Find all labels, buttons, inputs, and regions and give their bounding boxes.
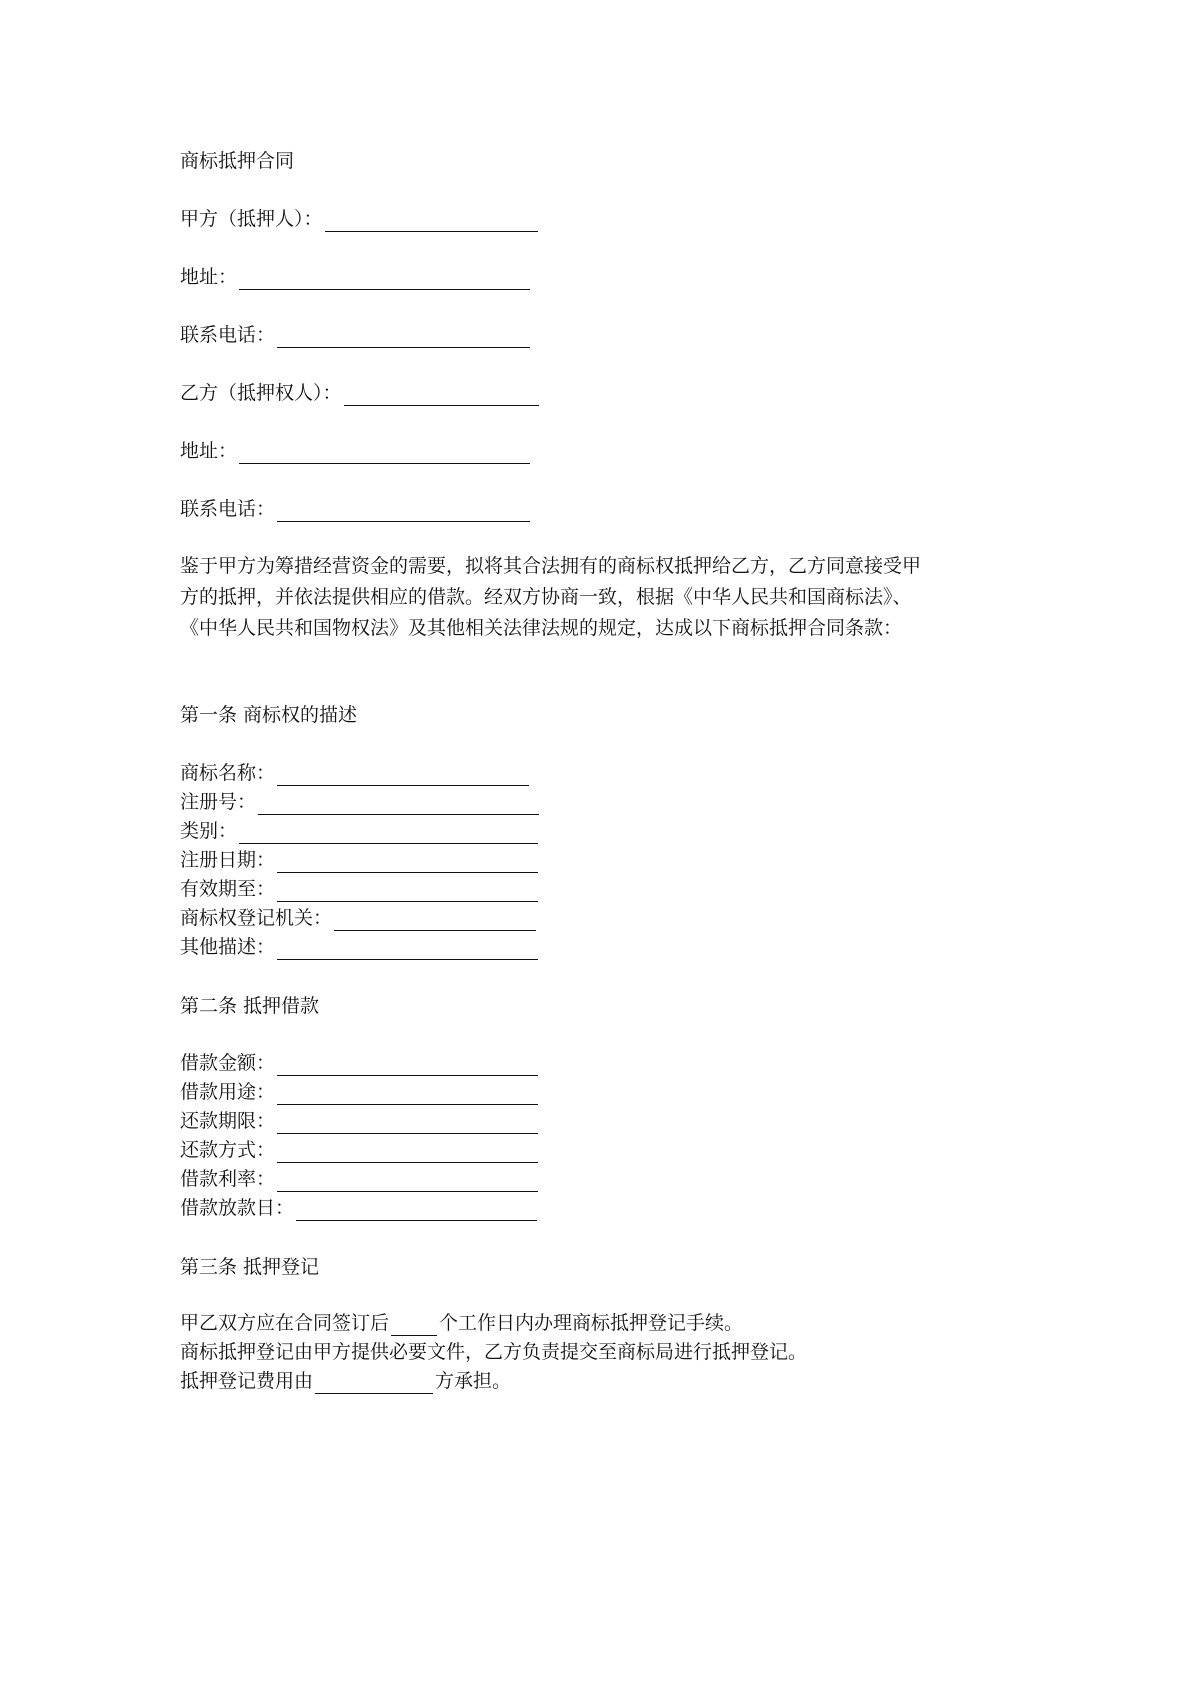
registration-number-blank[interactable] bbox=[258, 794, 539, 815]
field-label: 借款利率： bbox=[180, 1168, 276, 1190]
party-b-phone-label: 联系电话： bbox=[180, 498, 276, 520]
valid-until-blank[interactable] bbox=[277, 881, 538, 902]
category-blank[interactable] bbox=[239, 823, 538, 844]
party-a-address-label: 地址： bbox=[180, 266, 238, 288]
field-label: 类别： bbox=[180, 820, 238, 842]
article-2-field-row bbox=[180, 1050, 538, 1076]
field-label: 借款用途： bbox=[180, 1081, 276, 1103]
party-b-phone-blank[interactable] bbox=[277, 501, 530, 522]
field-label: 商标名称： bbox=[180, 762, 276, 784]
article-3-line: 商标抵押登记由甲方提供必要文件，乙方负责提交至商标局进行抵押登记。 bbox=[180, 1341, 808, 1363]
article-1-field-row bbox=[180, 760, 529, 786]
article-2-heading: 第二条 抵押借款 bbox=[180, 995, 320, 1017]
preamble-line: 《中华人民共和国物权法》及其他相关法律法规的规定，达成以下商标抵押合同条款： bbox=[180, 617, 903, 639]
loan-amount-blank[interactable] bbox=[277, 1055, 538, 1076]
party-b-address-blank[interactable] bbox=[239, 443, 530, 464]
field-label: 借款放款日： bbox=[180, 1197, 295, 1219]
repayment-method-blank[interactable] bbox=[277, 1142, 538, 1163]
party-a-phone-blank[interactable] bbox=[277, 327, 530, 348]
party-b-name-blank[interactable] bbox=[344, 385, 539, 406]
preamble-line: 鉴于甲方为筹措经营资金的需要，拟将其合法拥有的商标权抵押给乙方，乙方同意接受甲 bbox=[180, 555, 922, 577]
party-a-name-row bbox=[180, 206, 538, 232]
article-3-text: 甲乙双方应在合同签订后 bbox=[180, 1312, 390, 1334]
document-title: 商标抵押合同 bbox=[180, 150, 295, 172]
article-1-heading: 第一条 商标权的描述 bbox=[180, 704, 358, 726]
article-2-field-row bbox=[180, 1108, 538, 1134]
article-1-field-row bbox=[180, 818, 538, 844]
fee-bearer-blank[interactable] bbox=[315, 1373, 433, 1394]
article-3-text: 抵押登记费用由 bbox=[180, 1370, 314, 1392]
article-3-text: 个工作日内办理商标抵押登记手续。 bbox=[439, 1312, 744, 1334]
field-label: 还款方式： bbox=[180, 1139, 276, 1161]
party-a-phone-label: 联系电话： bbox=[180, 324, 276, 346]
field-label: 还款期限： bbox=[180, 1110, 276, 1132]
party-a-address-blank[interactable] bbox=[239, 269, 530, 290]
party-b-address-row bbox=[180, 438, 530, 464]
party-b-address-label: 地址： bbox=[180, 440, 238, 462]
article-1-field-row bbox=[180, 876, 538, 902]
party-a-address-row bbox=[180, 264, 530, 290]
preamble-line: 方的抵押，并依法提供相应的借款。经双方协商一致，根据《中华人民共和国商标法》、 bbox=[180, 586, 912, 608]
registration-date-blank[interactable] bbox=[277, 852, 538, 873]
preamble-paragraph bbox=[180, 551, 1020, 644]
working-days-blank[interactable] bbox=[391, 1315, 437, 1336]
field-label: 其他描述： bbox=[180, 936, 276, 958]
article-1-field-row bbox=[180, 847, 538, 873]
interest-rate-blank[interactable] bbox=[277, 1171, 538, 1192]
party-b-phone-row bbox=[180, 496, 530, 522]
party-b-name-label: 乙方（抵押权人）： bbox=[180, 382, 342, 404]
article-3-heading: 第三条 抵押登记 bbox=[180, 1256, 320, 1278]
article-1-field-row bbox=[180, 789, 539, 815]
article-1-field-row bbox=[180, 905, 536, 931]
party-a-name-label: 甲方（抵押人）： bbox=[180, 208, 323, 230]
loan-purpose-blank[interactable] bbox=[277, 1084, 538, 1105]
party-b-name-row bbox=[180, 380, 539, 406]
field-label: 借款金额： bbox=[180, 1052, 276, 1074]
field-label: 注册号： bbox=[180, 791, 257, 813]
party-a-name-blank[interactable] bbox=[325, 211, 538, 232]
article-2-field-row bbox=[180, 1079, 538, 1105]
disbursement-date-blank[interactable] bbox=[296, 1200, 537, 1221]
article-2-field-row bbox=[180, 1137, 538, 1163]
article-3-text: 方承担。 bbox=[435, 1370, 512, 1392]
field-label: 商标权登记机关： bbox=[180, 907, 333, 929]
party-a-phone-row bbox=[180, 322, 530, 348]
registration-authority-blank[interactable] bbox=[334, 910, 536, 931]
repayment-term-blank[interactable] bbox=[277, 1113, 538, 1134]
article-3-line bbox=[180, 1368, 511, 1394]
article-1-field-row bbox=[180, 934, 538, 960]
other-description-blank[interactable] bbox=[277, 939, 538, 960]
article-3-line bbox=[180, 1310, 743, 1336]
field-label: 有效期至： bbox=[180, 878, 276, 900]
article-2-field-row bbox=[180, 1166, 538, 1192]
field-label: 注册日期： bbox=[180, 849, 276, 871]
article-2-field-row bbox=[180, 1195, 537, 1221]
trademark-name-blank[interactable] bbox=[277, 765, 529, 786]
